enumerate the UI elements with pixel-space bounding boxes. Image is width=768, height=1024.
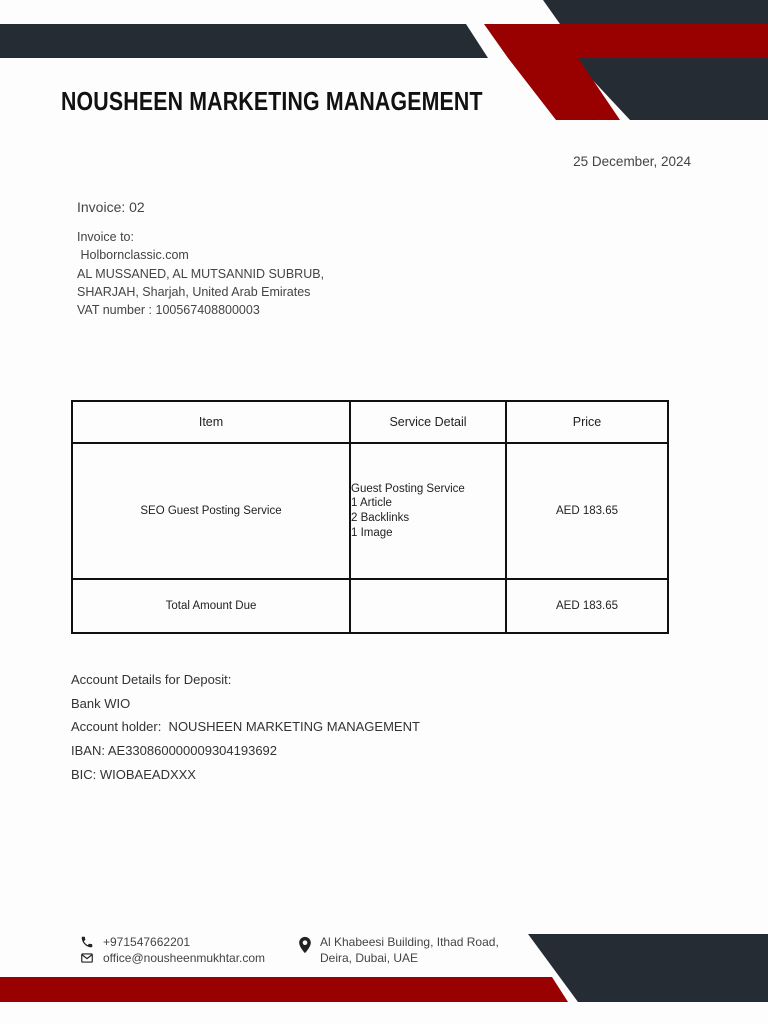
bottom-right-navy-block: [528, 934, 768, 1002]
bill-to-block: [77, 228, 324, 319]
bank-name: Bank WIO: [71, 695, 131, 711]
top-left-navy-band: [0, 24, 488, 58]
client-name: Holbornclassic.com: [77, 248, 189, 263]
client-vat-number: VAT number : 100567408800003: [77, 303, 260, 318]
bic: BIC: WIOBAEADXXX: [71, 766, 196, 782]
top-red-diagonal: [508, 58, 600, 120]
total-row: [72, 579, 668, 633]
total-label: Total Amount Due: [72, 579, 350, 633]
table-row: [72, 443, 668, 579]
deposit-details: [71, 668, 420, 787]
invoice-date: 25 December, 2024: [573, 154, 691, 169]
location-pin-icon: [298, 936, 312, 954]
service-detail-cell: [350, 443, 506, 579]
email-address[interactable]: office@nousheenmukhtar.com: [103, 951, 266, 965]
footer-contact: [79, 934, 265, 966]
service-detail-line: 2 Backlinks: [351, 512, 410, 524]
phone-icon: [79, 935, 95, 949]
client-address-line1: AL MUSSANED, AL MUTSANNID SUBRUB,: [77, 266, 325, 281]
deposit-title: Account Details for Deposit:: [71, 672, 232, 687]
header-item: Item: [72, 401, 350, 443]
service-detail-line: 1 Image: [351, 526, 393, 539]
address-line2: Deira, Dubai, UAE: [320, 951, 419, 965]
total-detail: [350, 579, 506, 633]
service-detail-line: 1 Article: [351, 497, 392, 510]
company-name: NOUSHEEN MARKETING MANAGEMENT: [61, 86, 483, 116]
item-price: AED 183.65: [506, 443, 668, 579]
service-detail-line: Guest Posting Service: [351, 482, 465, 495]
bottom-left-red-band: [0, 977, 568, 1002]
client-address-line2: SHARJAH, Sharjah, United Arab Emirates: [77, 284, 311, 299]
table-header-row: [72, 401, 668, 443]
account-holder: Account holder: NOUSHEEN MARKETING MANAGEMENT: [71, 719, 420, 735]
top-right-navy-block: [543, 0, 768, 120]
top-red-stripe: [484, 24, 768, 120]
item-name: SEO Guest Posting Service: [72, 443, 350, 579]
phone-number[interactable]: +971547662201: [103, 935, 191, 949]
header-service-detail: Service Detail: [350, 401, 506, 443]
email-line: [79, 950, 265, 966]
invoice-items-table: [71, 400, 669, 634]
total-price: AED 183.65: [506, 579, 668, 633]
iban: IBAN: AE330860000009304193692: [71, 743, 278, 759]
header-price: Price: [506, 401, 668, 443]
address-line1: Al Khabeesi Building, Ithad Road,: [320, 935, 499, 949]
footer-address: [298, 934, 499, 966]
bill-to-label: Invoice to:: [77, 230, 134, 244]
invoice-number: Invoice: 02: [77, 199, 145, 215]
email-icon: [79, 951, 95, 965]
phone-line: [79, 934, 265, 950]
